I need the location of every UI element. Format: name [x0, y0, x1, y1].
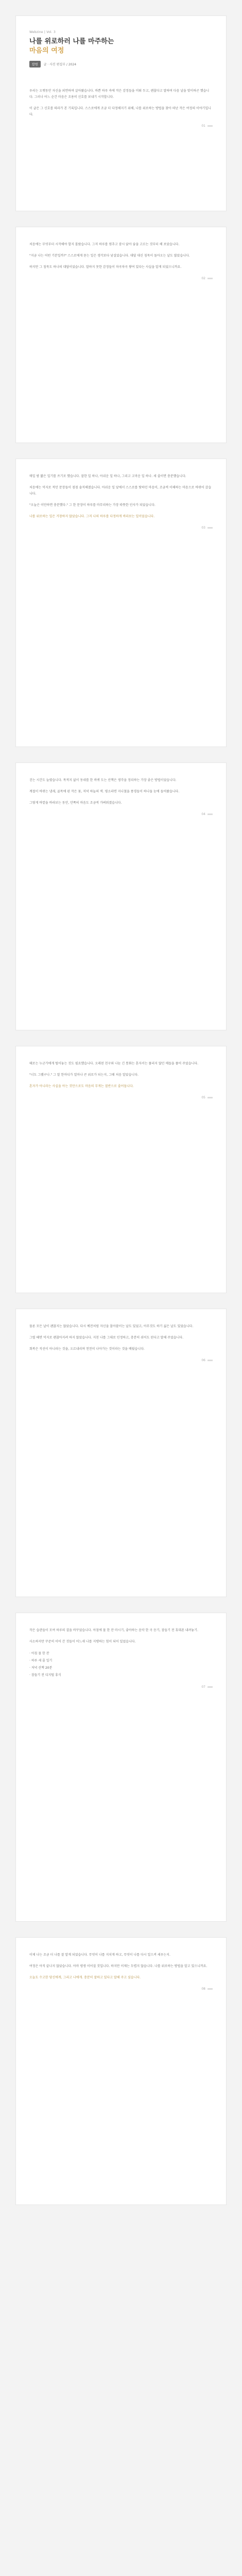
paragraph: "지금 나는 어떤 기분일까?" 스스로에게 묻는 일은 생각보다 낯설었습니다. 대답 대신 침묵이 돌아오는 날도 많았습니다.: [29, 254, 190, 258]
article-section: [15, 1613, 227, 1922]
page-number: 05: [29, 1096, 213, 1099]
paragraph: 사소하지만 꾸준히 이어 간 것들이 어느새 나를 지탱하는 힘이 되어 있었습니다.: [29, 1640, 136, 1643]
page-number: 07: [29, 1685, 213, 1689]
kicker: Webzine | Vol. 3: [29, 30, 56, 34]
page-number: 02: [29, 277, 213, 280]
paragraph: 때로는 누군가에게 털어놓는 것도 필요했습니다. 오래된 친구와 나눈 긴 통화는 혼자서는 풀리지 않던 매듭을 풀어 주었습니다.: [29, 1062, 199, 1065]
habit-list: [29, 1650, 213, 1679]
paragraph: 여정은 아직 끝나지 않았습니다. 아마 평생 이어질 것입니다. 하지만 이제는 두렵지 않습니다. 나를 위로하는 방법을 알고 있으니까요.: [29, 1964, 208, 1968]
list-item: · 하루 세 줄 일기: [29, 1659, 53, 1663]
article-section: [15, 1046, 227, 1293]
paragraph: 처음에는 억지로 적던 문장들이 점점 솔직해졌습니다. 아쉬운 일 앞에서 스스로를 탓하던 마음이, 조금씩 이해하는 마음으로 바뀌어 갔습니다.: [29, 486, 212, 496]
article-section: [15, 1937, 227, 2205]
paragraph: 그렇게 바깥을 바라보는 동안, 안쪽의 마음도 조금씩 가벼워졌습니다.: [29, 801, 122, 805]
paragraph: 물론 모든 날이 괜찮지는 않았습니다. 다시 예전처럼 자신을 몰아붙이는 날도 있었고, 아무것도 하기 싫은 날도 있었습니다.: [29, 1325, 194, 1328]
highlight-quote: 혼자가 아니라는 사실을 아는 것만으로도 마음의 무게는 절반으로 줄어듭니다.: [29, 1084, 134, 1088]
article-section: [15, 762, 227, 1030]
paragraph: 이 글은 그 신호를 따라가 본 기록입니다. 스스로에게 조금 더 다정해지기 위해, 나를 위로하는 방법을 찾아 떠난 작은 여정의 이야기입니다.: [29, 107, 212, 116]
paragraph: "너도 그랬구나." 그 말 한마디가 얼마나 큰 위로가 되는지, 그때 처음 알았습니다.: [29, 1073, 139, 1077]
byline-text: 글 · 사진 편집부 / 2024: [43, 63, 77, 66]
paragraph: 매일 밤 짧은 일기를 쓰기로 했습니다. 잘한 일 하나, 아쉬운 일 하나, 그리고 고마운 일 하나. 세 줄이면 충분했습니다.: [29, 474, 186, 478]
paragraph: "오늘은 이만하면 충분했다." 그 한 문장이 하루를 마무리하는 가장 따뜻한 인사가 되었습니다.: [29, 503, 155, 507]
article-header-card: [15, 15, 227, 211]
list-item: · 아침 물 한 잔: [29, 1652, 49, 1655]
article-page: [15, 0, 227, 2205]
highlight-quote: 나를 위로하는 일은 거창하지 않았습니다. 그저 나의 하루를 다정하게 바라보는 일이었습니다.: [29, 515, 155, 518]
page-number: 03: [29, 526, 213, 530]
paragraph: 걷는 시간도 늘렸습니다. 목적지 없이 동네를 한 바퀴 도는 산책은 생각을 정리하는 가장 좋은 방법이었습니다.: [29, 778, 177, 782]
page-number: 04: [29, 812, 213, 816]
article-title-accent: 마음의 여정: [29, 47, 64, 55]
paragraph: 우리는 오랫동안 자신을 외면하며 살아왔습니다. 바쁜 하루 속에 작은 감정들을 미뤄 두고, 괜찮다고 말하며 다음 날을 맞이하곤 했습니다. 그러나 어느 순간 마음은 조용히 신호를 보내기 시작합니다.: [29, 89, 210, 99]
page-number: 01: [29, 124, 213, 128]
byline: [29, 61, 213, 67]
page-number: 08: [29, 1987, 213, 1991]
page-number: 06: [29, 1359, 213, 1362]
article-section: [15, 1309, 227, 1597]
paragraph: 처음에는 무엇부터 시작해야 할지 몰랐습니다. 그저 하루를 멈추고 잠시 앉아 숨을 고르는 것부터 해 보았습니다.: [29, 243, 180, 246]
paragraph: 작은 습관들이 모여 하루의 결을 바꾸었습니다. 아침에 물 한 잔 마시기, 좋아하는 음악 한 곡 듣기, 잠들기 전 휴대폰 내려놓기.: [29, 1629, 198, 1632]
article-section: [15, 459, 227, 747]
category-badge: 칼럼: [29, 61, 41, 67]
paragraph: 회복은 직선이 아니라는 것을, 오르내리며 천천히 나아가는 것이라는 것을 배웠습니다.: [29, 1347, 145, 1351]
article-section: [15, 227, 227, 443]
paragraph: 그럴 때면 억지로 괜찮아지려 하지 않았습니다. 지친 나를 그대로 인정하고, 충분히 쉬어도 된다고 말해 주었습니다.: [29, 1336, 184, 1340]
paragraph: 계절이 바뀌는 냄새, 골목에 핀 작은 꽃, 저녁 하늘의 색. 평소라면 지나쳤을 풍경들이 하나둘 눈에 들어왔습니다.: [29, 790, 180, 793]
paragraph: 이제 나는 조금 더 나를 잘 알게 되었습니다. 무엇이 나를 지치게 하고, 무엇이 나를 다시 일으켜 세우는지.: [29, 1953, 170, 1957]
paragraph: 하지만 그 침묵도 하나의 대답이었습니다. 말하지 못한 감정들이 차곡차곡 쌓여 있다는 사실을 알게 되었으니까요.: [29, 265, 182, 269]
list-item: · 잠들기 전 디지털 휴식: [29, 1673, 61, 1677]
article-title: 나를 위로하러 나를 마주하는: [29, 38, 114, 45]
list-item: · 저녁 산책 20분: [29, 1666, 53, 1670]
highlight-quote: 오늘도 수고한 당신에게, 그리고 나에게. 충분히 잘하고 있다고 말해 주고 싶습니다.: [29, 1976, 141, 1979]
